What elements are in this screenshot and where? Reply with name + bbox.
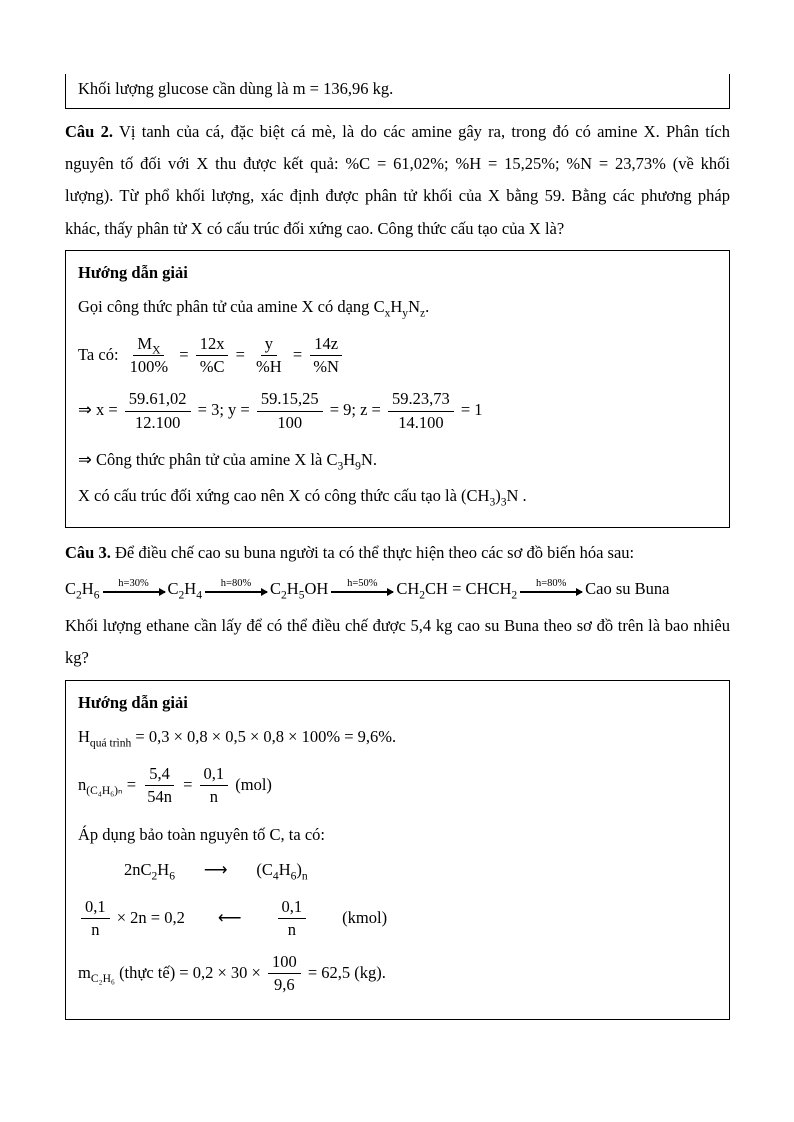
solution2-step-molecular-formula: ⇒ Công thức phân tử của amine X là $C_3H_9N$. bbox=[78, 450, 377, 473]
solution3-step-mass: $m_{C_2H_6}$ (thực tế) = 0,2 × 30 × $\frac{100}{9,6}$ = 62,5 (kg). bbox=[78, 951, 386, 995]
solution3-step-moles: $n_{(C_4H_6)_n}$ = $\frac{5,4}{54n}$ = $\frac{0,1}{n}$ (mol) bbox=[78, 763, 272, 807]
fraction: $\frac{M_X}{100\%}$ bbox=[129, 333, 169, 377]
solution-box-question-3 bbox=[65, 680, 730, 1020]
arrow-yield-label: h=80% bbox=[220, 577, 252, 589]
fraction: $\frac{0,1}{n}$ bbox=[200, 764, 229, 808]
solution2-step-xyz: ⇒ x = $\frac{59.61,02}{12.100}$ = 3; y = $\frac{59.15,25}{100}$ = 9; z = $\frac{59.23,73}{14.100}$ = 1 bbox=[78, 389, 483, 432]
previous-solution-box-bottom bbox=[65, 74, 730, 109]
fraction: $\frac{y}{\%H}$ bbox=[256, 333, 282, 377]
right-arrow-icon bbox=[331, 591, 393, 592]
species-ethanol: $C_2H_5OH$ bbox=[270, 579, 329, 602]
question-3-intro: Để điều chế cao su buna người ta có thể thực hiện theo các sơ đồ biến hóa sau: bbox=[110, 542, 635, 562]
solution-box-question-2 bbox=[65, 250, 730, 528]
species-ethane: $C_2H_6$ bbox=[65, 579, 100, 602]
fraction: $\frac{59.23,73}{14.100}$ bbox=[388, 389, 454, 433]
fraction: $\frac{0,1}{n}$ bbox=[278, 897, 307, 941]
solution2-step-structure: X có cấu trúc đối xứng cao nên X có công thức cấu tạo là $(CH_3)_3N$ . bbox=[78, 485, 527, 508]
fraction: $\frac{12x}{\%C}$ bbox=[196, 334, 229, 378]
reaction-arrow-4 bbox=[520, 579, 582, 593]
species-ethene: $C_2H_4$ bbox=[167, 579, 202, 602]
fraction: $\frac{0,1}{n}$ bbox=[81, 897, 110, 941]
question-2-paragraph bbox=[65, 116, 730, 245]
question-3-label: Câu 3. bbox=[65, 542, 111, 562]
solution2-step-formula: Gọi công thức phân tử của amine X có dạng $C_xH_yN_z$. bbox=[78, 297, 430, 320]
right-arrow-icon bbox=[103, 591, 165, 592]
arrow-yield-label: h=50% bbox=[347, 577, 378, 589]
fraction: $\frac{59.15,25}{100}$ bbox=[257, 389, 323, 433]
fraction: $\frac{100}{9,6}$ bbox=[268, 952, 301, 996]
right-arrow-icon bbox=[520, 591, 582, 592]
reaction-arrow-1 bbox=[103, 579, 165, 593]
question-3-question: Khối lượng ethane cần lấy để có thể điều chế được 5,4 kg cao su Buna theo sơ đồ trên là bao nhiêu kg? bbox=[65, 616, 730, 668]
arrow-yield-label: h=80% bbox=[535, 577, 567, 589]
solution-title: Hướng dẫn giải bbox=[78, 262, 188, 282]
species-rubber: Cao su Buna bbox=[585, 579, 670, 599]
question-3-paragraph bbox=[65, 537, 730, 569]
glucose-mass-result: Khối lượng glucose cần dùng là m = 136,96 kg. bbox=[78, 79, 394, 98]
arrow-yield-label: h=30% bbox=[118, 577, 149, 589]
species-butadiene: $CH_2CH$ = $CHCH_2$ bbox=[396, 579, 518, 602]
fraction: $\frac{14z}{\%N}$ bbox=[309, 334, 343, 378]
solution2-step-ratios: Ta có: $\frac{M_X}{100\%}$ = $\frac{12x}{\%C}$ = $\frac{y}{\%H}$ = $\frac{14z}{\%N}$ bbox=[78, 334, 717, 378]
fraction: $\frac{5,4}{54n}$ bbox=[147, 763, 172, 807]
reaction-arrow-3 bbox=[331, 579, 393, 593]
question-2-text: Vị tanh của cá, đặc biệt cá mè, là do các amine gây ra, trong đó có amine X. Phân tích nguyên tố đối với X thu được kết quả: %C = 61,02%; %H = 15,25%; %N = 23,73% (về khối lượng). Từ phổ khối lượng, xác định được phân tử khối của X bằng 59. Bằng các phương pháp khác, thấy phân tử X có cấu trúc đối xứng cao. Công thức cấu tạo của X là? bbox=[65, 122, 731, 238]
solution3-step-equation: $2nC_2H_6$ ⟶ $(C_4H_6)_n$ bbox=[124, 860, 308, 883]
solution3-step-conservation: Áp dụng bảo toàn nguyên tố C, ta có: bbox=[78, 824, 326, 844]
solution3-step-yield: $H_{quá trình} = 0,3 \times 0,8 \times 0,5 \times 0,8 \times 100\% = 9,6\%$. bbox=[78, 727, 397, 750]
fraction: $\frac{59.61,02}{12.100}$ bbox=[125, 389, 191, 433]
solution3-step-kmol: $\frac{0,1}{n}$ × 2n = 0,2 ⟵ $\frac{0,1}{n}$ (kmol) bbox=[78, 897, 717, 941]
reaction-scheme bbox=[65, 577, 730, 600]
question-2-label: Câu 2. bbox=[65, 122, 113, 142]
solution-title: Hướng dẫn giải bbox=[78, 692, 188, 712]
right-arrow-icon bbox=[205, 591, 267, 592]
reaction-arrow-2 bbox=[205, 579, 267, 593]
